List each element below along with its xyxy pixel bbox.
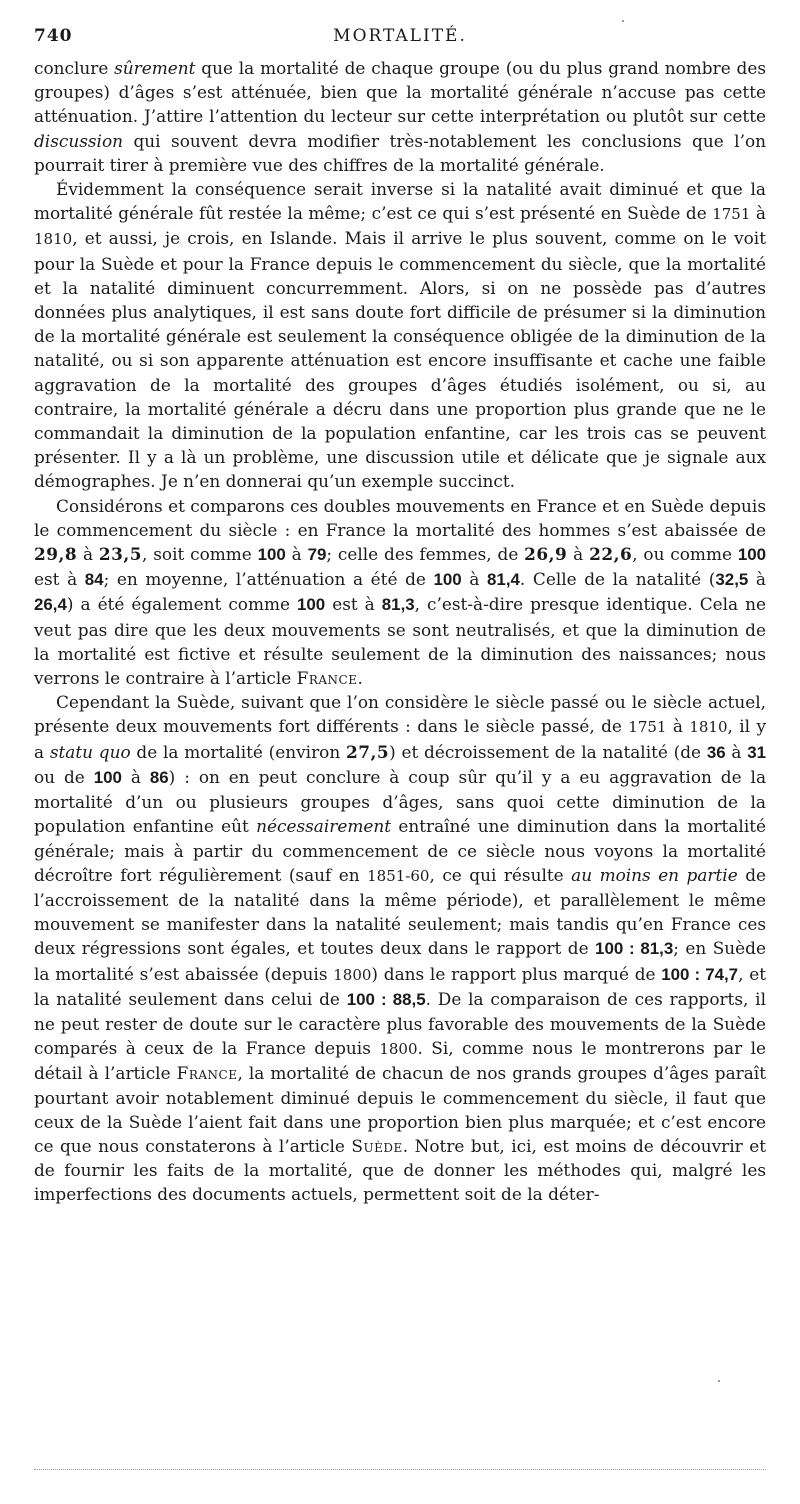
bottom-dotted-rule bbox=[34, 1469, 766, 1470]
text-run: qui souvent devra modifier très-notablement les conclusions que l’on pourrait tirer à première vue des chiffres de la mortalité générale. bbox=[34, 130, 766, 175]
figure: 31 bbox=[747, 742, 766, 762]
text-run: ; en moyenne, l’atténuation a été de bbox=[103, 569, 434, 590]
italic-run: au moins en partie bbox=[571, 864, 738, 885]
year: 1800 bbox=[379, 1040, 418, 1059]
year: 1810 bbox=[34, 230, 73, 249]
text-run: ou de bbox=[34, 766, 94, 787]
page-number: 740 bbox=[34, 26, 73, 46]
text-run: , soit comme bbox=[142, 544, 258, 565]
text-run: entraîné une diminution dans la mortalité générale; mais à partir du commencement de ce siècle nous voyons la mortalité décroître fort régulièrement (sauf en bbox=[34, 816, 766, 885]
article-reference: France bbox=[296, 668, 358, 689]
text-run: à bbox=[567, 544, 590, 565]
figure: 100 bbox=[433, 570, 462, 590]
text-run: à bbox=[461, 569, 488, 590]
book-page bbox=[34, 26, 766, 1207]
text-run: . bbox=[357, 668, 363, 689]
text-run: à bbox=[77, 544, 99, 565]
text-run: conclure bbox=[34, 58, 115, 78]
figure: 27,5 bbox=[345, 741, 390, 762]
figure: 100 bbox=[257, 545, 286, 565]
figure: 29,8 bbox=[34, 544, 78, 565]
figure: 86 bbox=[149, 767, 169, 787]
text-run: ; en Suède la mortalité s’est abaissée (depuis bbox=[34, 938, 766, 984]
text-run: , et aussi, je crois, en Islande. Mais il arrive le plus souvent, comme on le voit pour la Suède et pour la France depuis le commencement du siècle, que la mortalité et la natalité diminuent concurremment. Alors, si on ne possède pas d’autres données plus analytiques, il est sans doute fort difficile de présumer si la diminution de la mortalité générale est seulement la conséquence obligée de la diminution de la natalité, ou si son apparente atténuation est encore insuffisante et cache une faible aggravation de la mortalité des groupes d’âges étudiés isolément, ou si, au contraire, la mortalité générale a décru dans une proportion plus grande que ne le commandait la diminution de la population enfantine, car les trois cas se peuvent présenter. Il y a là un problème, une discussion utile et délicate que je signale aux démographes. Je n’en donnerai qu’un exemple succinct. bbox=[34, 228, 766, 492]
year: 1851-60 bbox=[367, 866, 430, 885]
figure: 26,4 bbox=[34, 595, 67, 615]
figure: 79 bbox=[307, 545, 327, 565]
text-run: Cependant la Suède, suivant que l’on considère le siècle passé ou le siècle actuel, présente deux mouvements fort différents : dans le siècle passé, de bbox=[34, 692, 766, 737]
text-run: , c’est-à-dire presque identique. Cela ne veut pas dire que les deux mouvements se sont neutralisés, et que la diminution de la mortalité est fictive et résulte seulement de la diminution des naissances; nous verrons le contraire à l’article bbox=[34, 594, 766, 689]
figure: 84 bbox=[84, 570, 104, 590]
figure: 81,4 bbox=[487, 570, 520, 590]
text-run: est à bbox=[34, 569, 85, 590]
text-run: . De la comparaison de ces rapports, il ne peut rester de doute sur le caractère plus favorable des mouvements de la Suède comparés à ceux de la France depuis bbox=[34, 988, 766, 1059]
text-run: , et la natalité seulement dans celui de bbox=[34, 963, 766, 1009]
text-run: , ce qui résulte bbox=[429, 864, 572, 885]
text-run: ) a été également comme bbox=[66, 594, 298, 615]
text-run: ) dans le rapport plus marqué de bbox=[371, 963, 662, 984]
text-run: . Celle de la natalité ( bbox=[519, 569, 716, 590]
body-text bbox=[34, 56, 766, 1207]
text-run: Considérons et comparons ces doubles mouvements en France et en Suède depuis le commencement du siècle : en France la mortalité des hommes s’est abaissée de bbox=[34, 495, 766, 540]
paragraph-2 bbox=[34, 177, 766, 494]
italic-run: statu quo bbox=[49, 741, 131, 762]
year: 1751 bbox=[628, 718, 667, 737]
running-title: MORTALITÉ. bbox=[333, 26, 467, 46]
text-run: de l’accroissement de la natalité dans la même période), et parallèlement le même mouvement se manifester dans la natalité seulement; mais tandis qu’en France ces deux régressions sont égales, et toutes deux dans le rapport de bbox=[34, 864, 766, 959]
text-run: de la mortalité (environ bbox=[130, 741, 346, 762]
figure: 100 : 74,7 bbox=[661, 964, 739, 984]
figure: 100 bbox=[737, 545, 766, 565]
year: 1810 bbox=[689, 718, 728, 737]
year: 1751 bbox=[712, 205, 751, 224]
text-run: ; celle des femmes, de bbox=[326, 544, 525, 565]
italic-run: discussion bbox=[34, 130, 124, 151]
italic-run: sûrement bbox=[114, 58, 196, 78]
running-head bbox=[34, 26, 766, 56]
figure: 32,5 bbox=[715, 570, 749, 590]
figure: 100 : 88,5 bbox=[346, 989, 426, 1009]
article-reference: France bbox=[176, 1063, 238, 1084]
figure: 81,3 bbox=[381, 595, 415, 615]
text-run: ) : on en peut conclure à coup sûr qu’il y a eu aggravation de la mortalité d’un ou plusieurs groupes d’âges, sans quoi cette diminution de la population enfantine eût bbox=[34, 766, 767, 837]
article-reference: Suède bbox=[351, 1135, 403, 1156]
text-run: à bbox=[285, 544, 308, 565]
text-run: ) et décroissement de la natalité (de bbox=[389, 741, 707, 762]
figure: 36 bbox=[706, 742, 726, 762]
text-run: à bbox=[748, 569, 766, 590]
text-run: que la mortalité de chaque groupe (ou du plus grand nombre des groupes) d’âges s’est atténuée, bien que la mortalité générale n’accuse pas cette atténuation. J’attire l’attention du lecteur sur cette interprétation ou plutôt sur cette bbox=[34, 58, 766, 127]
figure: 100 bbox=[93, 767, 122, 787]
paragraph-3 bbox=[34, 494, 766, 691]
text-run: à bbox=[666, 716, 690, 737]
text-run: à bbox=[121, 766, 150, 787]
year: 1800 bbox=[333, 965, 372, 984]
text-run: , il y a bbox=[34, 716, 766, 762]
figure: 23,5 bbox=[98, 544, 143, 565]
figure: 100 bbox=[297, 595, 326, 615]
figure: 26,9 bbox=[524, 544, 568, 565]
text-run: à bbox=[725, 741, 748, 762]
figure: 100 : 81,3 bbox=[595, 939, 674, 959]
scan-speck bbox=[622, 20, 624, 22]
paragraph-4 bbox=[34, 690, 766, 1206]
scan-speck bbox=[718, 1380, 720, 1382]
text-run: est à bbox=[325, 594, 382, 615]
text-run: , ou comme bbox=[632, 544, 738, 565]
italic-run: nécessairement bbox=[256, 816, 392, 837]
text-run: . Si, comme nous le montrerons par le détail à l’article bbox=[34, 1038, 766, 1084]
paragraph-1 bbox=[34, 56, 766, 177]
text-run: à bbox=[750, 203, 766, 224]
text-run: Évidemment la conséquence serait inverse si la natalité avait diminué et que la mortalité générale fût restée la même; c’est ce qui s’est présenté en Suède de bbox=[34, 179, 766, 224]
text-run: , la mortalité de chacun de nos grands groupes d’âges paraît pourtant avoir notablement diminué depuis le commencement du siècle, il faut que ceux de la Suède l’aient fait dans une proportion bien plus marquée; et c’est encore ce que nous constaterons à l’article bbox=[34, 1063, 766, 1156]
text-run: . Notre but, ici, est moins de découvrir et de fournir les faits de la mortalité, que de donner les méthodes qui, malgré les imperfections des documents actuels, permettent soit de la déter- bbox=[34, 1135, 766, 1205]
figure: 22,6 bbox=[589, 544, 633, 565]
